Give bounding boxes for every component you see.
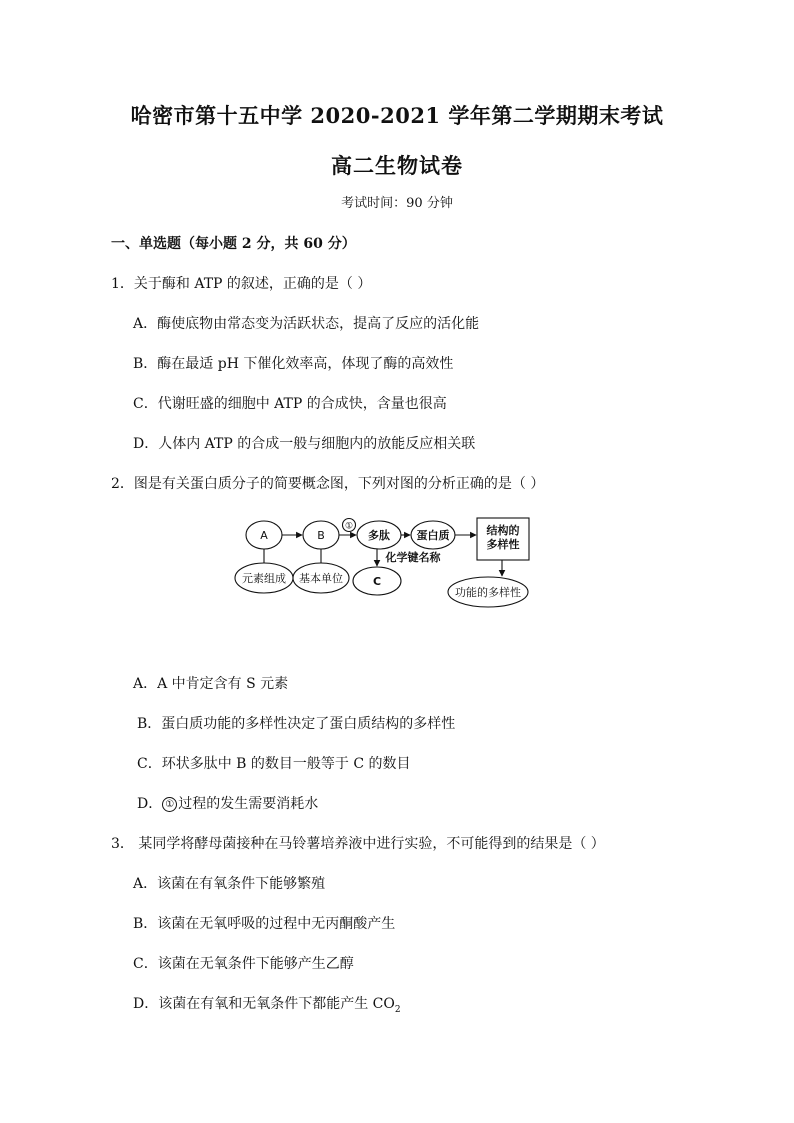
question-3-option-d-text: D．该菌在有氧和无氧条件下都能产生 CO xyxy=(133,996,395,1012)
question-3-option-b: B．该菌在无氧呼吸的过程中无丙酮酸产生 xyxy=(133,916,396,932)
step-marker-label: ① xyxy=(344,521,354,532)
step-marker-icon: ① xyxy=(162,797,177,812)
question-3-option-a: A．该菌在有氧条件下能够繁殖 xyxy=(133,876,326,892)
question-2-option-c: C．环状多肽中 B 的数目一般等于 C 的数目 xyxy=(137,756,411,772)
protein-label: 蛋白质 xyxy=(416,529,450,542)
structure-label-line2: 多样性 xyxy=(486,538,520,551)
question-2-option-d-prefix: D． xyxy=(137,796,163,812)
section-heading: 一、单选题（每小题 2 分，共 60 分） xyxy=(111,236,356,252)
question-1-option-a: A．酶使底物由常态变为活跃状态，提高了反应的活化能 xyxy=(133,316,480,332)
question-2-option-b: B．蛋白质功能的多样性决定了蛋白质结构的多样性 xyxy=(137,716,456,732)
node-c-label: C xyxy=(372,575,382,588)
exam-title: 哈密市第十五中学 2020-2021 学年第二学期期末考试 xyxy=(130,103,664,128)
elements-label: 元素组成 xyxy=(242,572,286,585)
exam-subtitle: 高二生物试卷 xyxy=(331,153,463,178)
co2-subscript: 2 xyxy=(394,1004,401,1015)
function-label: 功能的多样性 xyxy=(455,586,521,599)
question-2-option-a: A．A 中肯定含有 S 元素 xyxy=(133,676,289,692)
protein-concept-diagram xyxy=(233,515,543,610)
question-1-option-b: B．酶在最适 pH 下催化效率高，体现了酶的高效性 xyxy=(133,356,454,372)
bond-label: 化学键名称 xyxy=(385,551,441,564)
node-a-label: A xyxy=(260,529,268,542)
structure-label-line1: 结构的 xyxy=(486,524,520,537)
question-1-stem: 1．关于酶和 ATP 的叙述，正确的是（ ） xyxy=(111,276,372,292)
question-3-option-d xyxy=(133,993,401,1015)
question-2-option-d-text: 过程的发生需要消耗水 xyxy=(178,796,319,812)
question-2-option-d xyxy=(137,793,318,813)
peptide-label: 多肽 xyxy=(368,529,390,542)
question-3-option-c: C．该菌在无氧条件下能够产生乙醇 xyxy=(133,956,354,972)
exam-time: 考试时间：90 分钟 xyxy=(341,196,453,211)
question-3-stem: 3． 某同学将酵母菌接种在马铃薯培养液中进行实验，不可能得到的结果是（ ） xyxy=(111,836,605,852)
question-1-option-d: D．人体内 ATP 的合成一般与细胞内的放能反应相关联 xyxy=(133,436,476,452)
question-1-option-c: C．代谢旺盛的细胞中 ATP 的合成快，含量也很高 xyxy=(133,396,447,412)
question-2-stem: 2．图是有关蛋白质分子的简要概念图，下列对图的分析正确的是（ ） xyxy=(111,476,545,492)
basic-unit-label: 基本单位 xyxy=(299,572,343,585)
node-b-label: B xyxy=(317,529,325,542)
